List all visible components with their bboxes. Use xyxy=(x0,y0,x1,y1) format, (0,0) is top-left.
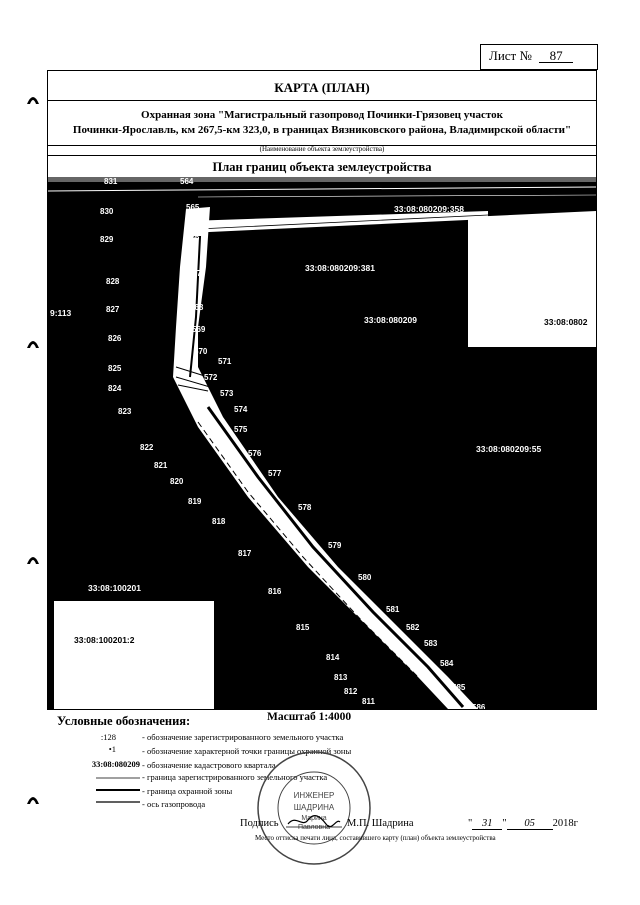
binder-hole-mark xyxy=(26,552,40,566)
boundary-point-label: 570 xyxy=(194,347,208,356)
boundary-point-label: 811 xyxy=(362,697,375,706)
date-day: 31 xyxy=(472,818,502,830)
boundary-point-label: 568 xyxy=(190,303,204,312)
seal-stamp xyxy=(254,748,374,868)
date-year: 2018г xyxy=(552,818,578,829)
boundary-point-label: 830 xyxy=(100,207,114,216)
legend-line-zone xyxy=(96,787,140,793)
boundary-point-label: 578 xyxy=(298,503,312,512)
map-drawing xyxy=(48,177,596,709)
quarter-label: 33:08:080209:381 xyxy=(305,263,375,273)
legend-item: - обозначение кадастрового квартала xyxy=(142,760,276,770)
boundary-point-label: 586 xyxy=(472,703,486,709)
legend-item: - граница зарегистрированного земельного участка xyxy=(142,772,328,782)
legend-symbol: •1 xyxy=(108,744,116,754)
boundary-point-label: 827 xyxy=(106,305,120,314)
quarter-label: 33:08:080209:358 xyxy=(394,204,464,214)
parcel-area xyxy=(54,601,214,709)
signer-name: М.П. Шадрина xyxy=(347,818,414,829)
boundary-point-label: 576 xyxy=(248,449,262,458)
boundary-point-label: 584 xyxy=(440,659,454,668)
binder-hole-mark xyxy=(26,92,40,106)
signature-label: Подпись xyxy=(240,818,279,829)
boundary-point-label: 566 xyxy=(186,233,200,242)
svg-text:Павловна: Павловна xyxy=(297,824,331,831)
object-name-caption: (Наименование объекта землеустройства) xyxy=(259,145,385,153)
boundary-point-label: 579 xyxy=(328,541,342,550)
boundary-point-label: 816 xyxy=(268,587,282,596)
divider xyxy=(48,100,596,101)
boundary-point-label: 819 xyxy=(188,497,202,506)
legend-item: - обозначение зарегистрированного земельного участка xyxy=(142,732,344,742)
boundary-point-label: 581 xyxy=(386,605,400,614)
quarter-label: 9:113 xyxy=(50,308,72,318)
divider xyxy=(48,155,596,156)
boundary-point-label: 564 xyxy=(180,177,194,186)
boundary-point-label: 829 xyxy=(100,235,114,244)
boundary-point-label: 828 xyxy=(106,277,120,286)
boundary-point-label: 822 xyxy=(140,443,154,452)
boundary-point-label: 585 xyxy=(452,683,466,692)
sheet-label: Лист № xyxy=(489,48,532,63)
boundary-point-label: 580 xyxy=(358,573,372,582)
boundary-point-label: 571 xyxy=(218,357,232,366)
boundary-point-label: 814 xyxy=(326,653,340,662)
boundary-point-label: 826 xyxy=(108,334,122,343)
sheet-number: 87 xyxy=(539,49,573,63)
legend-title: Условные обозначения: xyxy=(57,714,191,728)
quarter-label: 33:08:0802 xyxy=(544,317,588,327)
svg-text:ИНЖЕНЕР: ИНЖЕНЕР xyxy=(293,791,335,800)
svg-text:ШАДРИНА: ШАДРИНА xyxy=(293,803,335,812)
boundary-point-label: 582 xyxy=(406,623,420,632)
map-frame xyxy=(47,70,597,710)
boundary-point-label: 817 xyxy=(238,549,252,558)
boundary-point-label: 573 xyxy=(220,389,234,398)
boundary-point-label: 567 xyxy=(188,269,202,278)
boundary-point-label: 821 xyxy=(154,461,168,470)
binder-hole-mark xyxy=(26,792,40,806)
plan-title: План границ объекта землеустройства xyxy=(212,160,432,174)
boundary-point-label: 815 xyxy=(296,623,310,632)
boundary-point-label: 569 xyxy=(192,325,206,334)
boundary-point-label: 820 xyxy=(170,477,184,486)
svg-text:Марина: Марина xyxy=(301,815,327,822)
legend-symbol: :128 xyxy=(100,732,116,742)
boundary-point-label: 813 xyxy=(334,673,348,682)
legend-item: - обозначение характерной точки границы охранной зоны xyxy=(142,746,352,756)
quarter-label: 33:08:080209:55 xyxy=(476,444,542,454)
boundary-point-label: 572 xyxy=(204,373,218,382)
object-name-line-1: Охранная зона "Магистральный газопровод Починки-Грязовец участок xyxy=(141,109,503,121)
legend-line-axis xyxy=(96,799,140,805)
signature-caption: Место оттиска печати лица, составившего карту (план) объекта землеустройства xyxy=(255,834,496,842)
quarter-label: 33:08:080209 xyxy=(364,315,417,325)
boundary-point-label: 825 xyxy=(108,364,122,373)
signature-date: " 31 " 05 2018г xyxy=(468,818,578,829)
boundary-point-label: 818 xyxy=(212,517,226,526)
boundary-point-label: 824 xyxy=(108,384,122,393)
boundary-point-label: 583 xyxy=(424,639,438,648)
legend-item: - граница охранной зоны xyxy=(142,786,233,796)
quarter-label: 33:08:100201:2 xyxy=(74,635,135,645)
boundary-point-label: 575 xyxy=(234,425,248,434)
boundary-point-label: 577 xyxy=(268,469,282,478)
legend-item: - ось газопровода xyxy=(142,799,206,809)
boundary-point-label: 565 xyxy=(186,203,200,212)
object-name-line-2: Починки-Ярославль, км 267,5-км 323,0, в границах Вязниковского района, Владимирской области" xyxy=(72,124,572,136)
binder-hole-mark xyxy=(26,336,40,350)
boundary-point-label: 831 xyxy=(104,177,118,186)
cadastral-map xyxy=(48,177,596,709)
boundary-point-label: 823 xyxy=(118,407,132,416)
handwritten-signature xyxy=(286,812,342,830)
date-month: 05 xyxy=(507,818,553,830)
quarter-label: 33:08:100201 xyxy=(88,583,141,593)
boundary-point-label: 812 xyxy=(344,687,358,696)
map-scale: Масштаб 1:4000 xyxy=(267,711,352,723)
sheet-number-box xyxy=(480,44,598,70)
document-title: КАРТА (ПЛАН) xyxy=(274,80,370,95)
legend-line-parcel xyxy=(96,775,140,781)
boundary-point-label: 574 xyxy=(234,405,248,414)
legend-symbol: 33:08:080209 xyxy=(91,759,140,769)
